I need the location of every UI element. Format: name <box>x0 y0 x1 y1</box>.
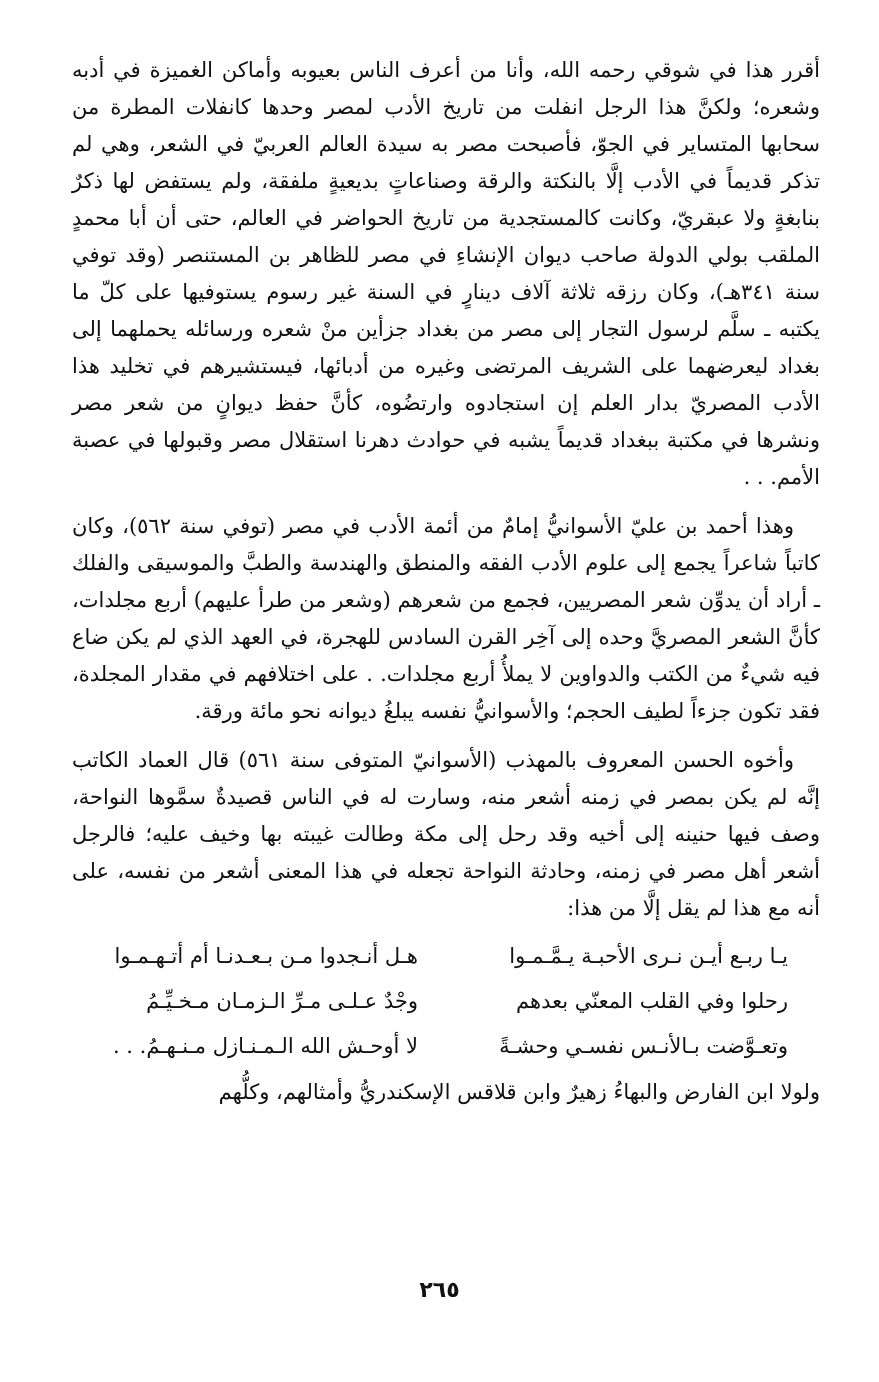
verse-line <box>72 933 820 978</box>
verse-line <box>72 978 820 1023</box>
verse-line <box>72 1023 820 1068</box>
closing-line: ولولا ابن الفارض والبهاءُ زهيرٌ وابن قلاقس الإسكندريُّ وأمثالهم، وكلُّهم <box>218 1080 820 1104</box>
verse-first-hemistich: وتعـوَّضت بـالأنـس نفسـي وحشـةً <box>499 1033 788 1058</box>
verse-first-hemistich: رحلوا وفي القلب المعنّي بعدهم <box>516 988 788 1013</box>
paragraph-aswani: وهذا أحمد بن عليّ الأسوانيُّ إمامٌ من أئمة الأدب في مصر (توفي سنة ٥٦٢)، وكان كاتباً شاعراً يجمع إلى علوم الأدب الفقه والمنطق والهندسة والطبَّ والموسيقى والفلك ـ أراد أن يدوِّن شعر المصريين، فجمع من شعرهم (وشعر من طرأ عليهم) أربع مجلدات، كأنَّ الشعر المصريَّ وحده إلى آخِر القرن السادس للهجرة، في العهد الذي لم يكن ضاع فيه شيءٌ من الكتب والدواوين لا يملأُ أربع مجلدات. . على اختلافهم في مقدار المجلدة، فقد تكون جزءاً لطيف الحجم؛ والأسوانيُّ نفسه يبلغُ ديوانه نحو مائة ورقة. <box>72 514 820 723</box>
verse-first-hemistich: يـا ربـع أيـن نـرى الأحبـة يـمَّـمـوا <box>509 943 788 968</box>
paragraph-gap <box>72 496 820 508</box>
verse-second-hemistich: هـل أنـجدوا مـن بـعـدنـا أم أتـهـمـوا <box>114 943 418 968</box>
paragraph-gap <box>72 730 820 742</box>
paragraph-shawqi: أقرر هذا في شوقي رحمه الله، وأنا من أعرف الناس بعيوبه وأماكن الغميزة في أدبه وشعره؛ ولكنَّ هذا الرجل انفلت من تاريخ الأدب لمصر وحدها كانفلات المطرة من سحابها المتساير في الجوّ، فأصبحت مصر به سيدة العالم العربيّ في الشعر، وهي لم تذكر قديماً في الأدب إلَّا بالنكتة والرقة وصناعاتٍ بديعيةٍ ملفقة، ولم يستفض لها ذكرٌ بنابغةٍ ولا عبقريّ، وكانت كالمستجدية من تاريخ الحواضر في العالم، حتى أن أبا محمدٍ الملقب بولي الدولة صاحب ديوان الإنشاءِ في مصر للظاهر بن المستنصر (وقد توفي سنة ٣٤١هـ)، وكان رزقه ثلاثة آلاف دينارٍ في السنة غير رسوم يستوفيها على كلّ ما يكتبه ـ سلَّم لرسول التجار إلى مصر من بغداد جزأين منْ شعره ورسائله يحملهما إلى بغداد ليعرضهما على الشريف المرتضى وغيره من أدبائها، فيستشيرهم في تخليد هذا الأدب المصريّ بدار العلم إن استجادوه وارتضُوه، كأنَّ حفظ ديوانٍ من شعر مصر ونشرها في مكتبة ببغداد قديماً يشبه في حوادث دهرنا استقلال مصر وقبولها في عصبة الأمم. . . <box>72 58 820 489</box>
page-number: ٢٦٥ <box>419 1278 460 1303</box>
paragraph-muhadhdhab: وأخوه الحسن المعروف بالمهذب (الأسوانيّ المتوفى سنة ٥٦١) قال العماد الكاتب إنَّه لم يكن بمصر في زمنه أشعر منه، وسارت له في الناس قصيدةٌ سمَّوها النواحة، وصف فيها حنينه إلى أخيه وقد رحل إلى مكة وطالت غيبته بها وخيف عليه؛ فالرجل أشعر أهل مصر في زمنه، وحادثة النواحة تجعله في هذا المعنى أشعر من نفسه، على أنه مع هذا لم يقل إلَّا من هذا: <box>72 748 820 920</box>
poem-verses <box>72 933 820 1068</box>
verse-second-hemistich: وجْدٌ عـلـى مـرِّ الـزمـان مـخـيِّـمُ <box>146 988 418 1013</box>
page-body <box>72 52 820 1111</box>
verse-second-hemistich: لا أوحـش الله الـمـنـازل مـنـهـمُ. . . <box>112 1033 418 1058</box>
